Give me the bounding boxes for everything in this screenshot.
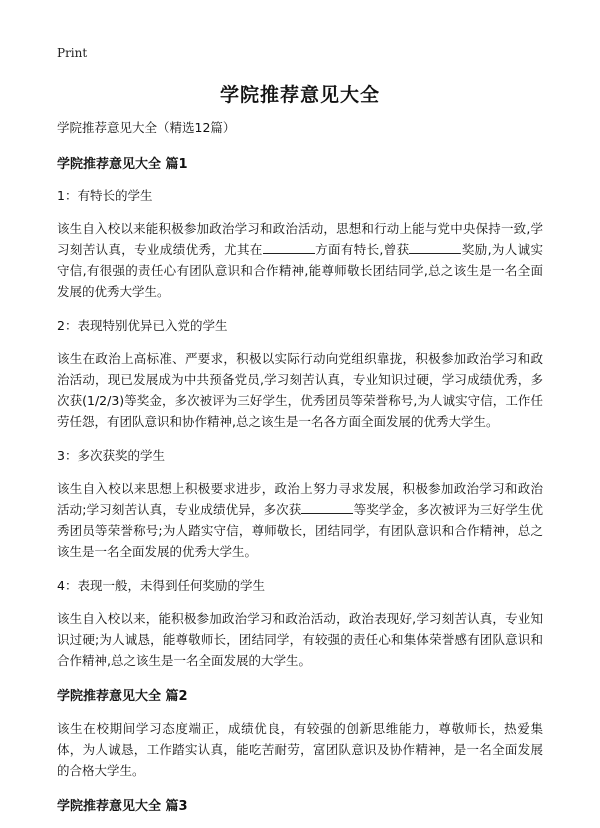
item-paragraph-3 bbox=[57, 478, 543, 562]
paragraph-text: 方面有特长,曾获 bbox=[314, 242, 410, 257]
item-paragraph-4: 该生自入校以来，能积极参加政治学习和政治活动，政治表现好,学习刻苦认真，专业知识过硬;为人诚恳，能尊敬师长，团结同学，有较强的责任心和集体荣誉感有团队意识和合作精神,总之该生是一名全面发展的大学生。 bbox=[57, 611, 543, 668]
print-label[interactable]: Print bbox=[57, 46, 88, 60]
page-title: 学院推荐意见大全 bbox=[219, 84, 380, 106]
document-body bbox=[57, 118, 543, 828]
paragraph-text: 该生自入校以来思想上积极要求进步，政治上努力寻求发展，积极参加政治学习和政治活动;学习刻苦认真，专业成绩优异，多次获 bbox=[57, 481, 543, 517]
section-heading-1: 学院推荐意见大全 篇1 bbox=[57, 157, 188, 172]
item-heading-3: 3：多次获奖的学生 bbox=[57, 448, 165, 463]
item-heading-1: 1：有特长的学生 bbox=[57, 188, 153, 203]
document-subtitle: 学院推荐意见大全（精选12篇） bbox=[57, 120, 236, 135]
item-paragraph-2: 该生在政治上高标准、严要求，积极以实际行动向党组织靠拢，积极参加政治学习和政治活动，现已发展成为中共预备党员,学习刻苦认真，专业知识过硬，学习成绩优秀，多次获(1/2/3)等奖金，多次被评为三好学生，优秀团员等荣誉称号,为人诚实守信，工作任劳任怨，有团队意识和协作精神,总之该生是一名各方面全面发展的优秀大学生。 bbox=[57, 351, 543, 429]
item-paragraph-1 bbox=[57, 218, 543, 302]
fill-blank bbox=[301, 501, 353, 514]
section-heading-2: 学院推荐意见大全 篇2 bbox=[57, 689, 188, 704]
paragraph-text: 该生自入校以来能积极参加政治学习和政治活动，思想和行动上能与党中央保持一致,学习刻苦认真，专业成绩优秀，尤其在 bbox=[57, 221, 543, 257]
item-heading-2: 2：表现特别优异已入党的学生 bbox=[57, 318, 228, 333]
section-paragraph-2: 该生在校期间学习态度端正，成绩优良，有较强的创新思维能力，尊敬师长，热爱集体，为人诚恳，工作踏实认真，能吃苦耐劳，富团队意识及协作精神，是一名全面发展的合格大学生。 bbox=[57, 721, 543, 778]
item-heading-4: 4：表现一般，未得到任何奖励的学生 bbox=[57, 578, 265, 593]
paragraph-text: 等奖学金，多次被评为三好学生优秀团员等荣誉称号;为人踏实守信，尊师敬长，团结同学，有团队意识和合作精神，总之该生是一名全面发展的优秀大学生。 bbox=[57, 502, 543, 559]
section-heading-3: 学院推荐意见大全 篇3 bbox=[57, 799, 188, 814]
paragraph-text: 奖励,为人诚实守信,有很强的责任心有团队意识和合作精神,能尊师敬长团结同学,总之该生是一名全面发展的优秀大学生。 bbox=[57, 242, 543, 299]
fill-blank bbox=[409, 241, 461, 254]
fill-blank bbox=[263, 241, 315, 254]
